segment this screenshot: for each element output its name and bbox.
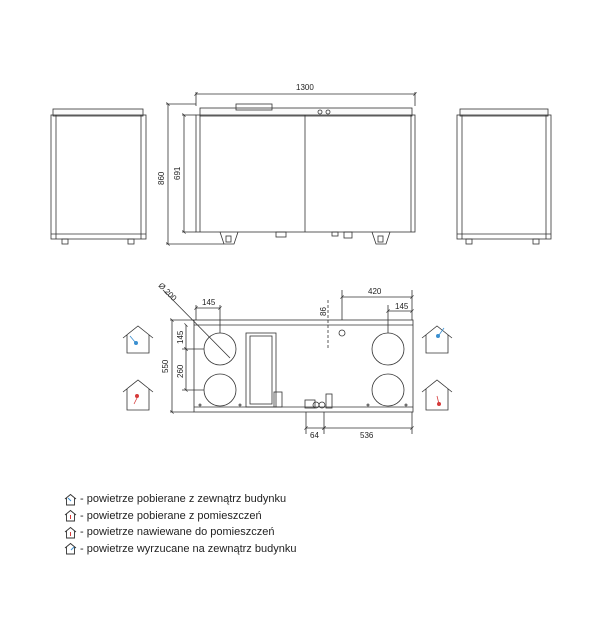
duct-spigot-4 <box>372 374 404 406</box>
house-icon-bottom-left <box>123 380 153 410</box>
dim-spigot-span-420: 420 <box>368 287 382 296</box>
house-outdoor-exhaust-icon <box>64 542 77 555</box>
house-room-supply-icon <box>64 526 77 539</box>
top-view <box>194 320 413 412</box>
dim-height-body: 691 <box>173 166 182 180</box>
legend-label: - powietrze nawiewane do pomieszczeń <box>80 526 275 539</box>
dim-drain-536: 536 <box>360 431 374 440</box>
house-outdoor-intake-icon <box>64 493 77 506</box>
dim-spigot-spacing-260: 260 <box>176 364 185 378</box>
front-view <box>196 104 415 244</box>
duct-spigot-1 <box>204 333 236 365</box>
dim-height-550: 550 <box>161 359 170 373</box>
legend-item <box>64 541 384 558</box>
dim-spigot-offset-right: 145 <box>395 302 409 311</box>
dim-drain-64: 64 <box>310 431 319 440</box>
dim-spigot-top-145: 145 <box>176 330 185 344</box>
legend-label: - powietrze pobierane z pomieszczeń <box>80 509 262 522</box>
house-icon-top-left <box>123 326 153 353</box>
legend-label: - powietrze wyrzucane na zewnątrz budynku <box>80 542 297 555</box>
legend <box>64 491 384 557</box>
dim-spigot-offset-left: 145 <box>202 298 216 307</box>
duct-spigot-2 <box>204 374 236 406</box>
duct-spigot-3 <box>372 333 404 365</box>
house-icon-bottom-right <box>422 380 452 410</box>
dim-width-total: 1300 <box>296 83 314 92</box>
legend-item <box>64 491 384 508</box>
side-view-right <box>457 109 551 244</box>
house-icon-top-right <box>422 326 452 353</box>
dim-offset-86: 86 <box>319 307 328 316</box>
dim-duct-diameter: Ø 200 <box>156 281 179 303</box>
house-room-extract-icon <box>64 509 77 522</box>
dim-height-total: 860 <box>157 171 166 185</box>
legend-label: - powietrze pobierane z zewnątrz budynku <box>80 493 287 506</box>
legend-item <box>64 508 384 525</box>
side-view-left <box>51 109 146 244</box>
legend-item <box>64 524 384 541</box>
